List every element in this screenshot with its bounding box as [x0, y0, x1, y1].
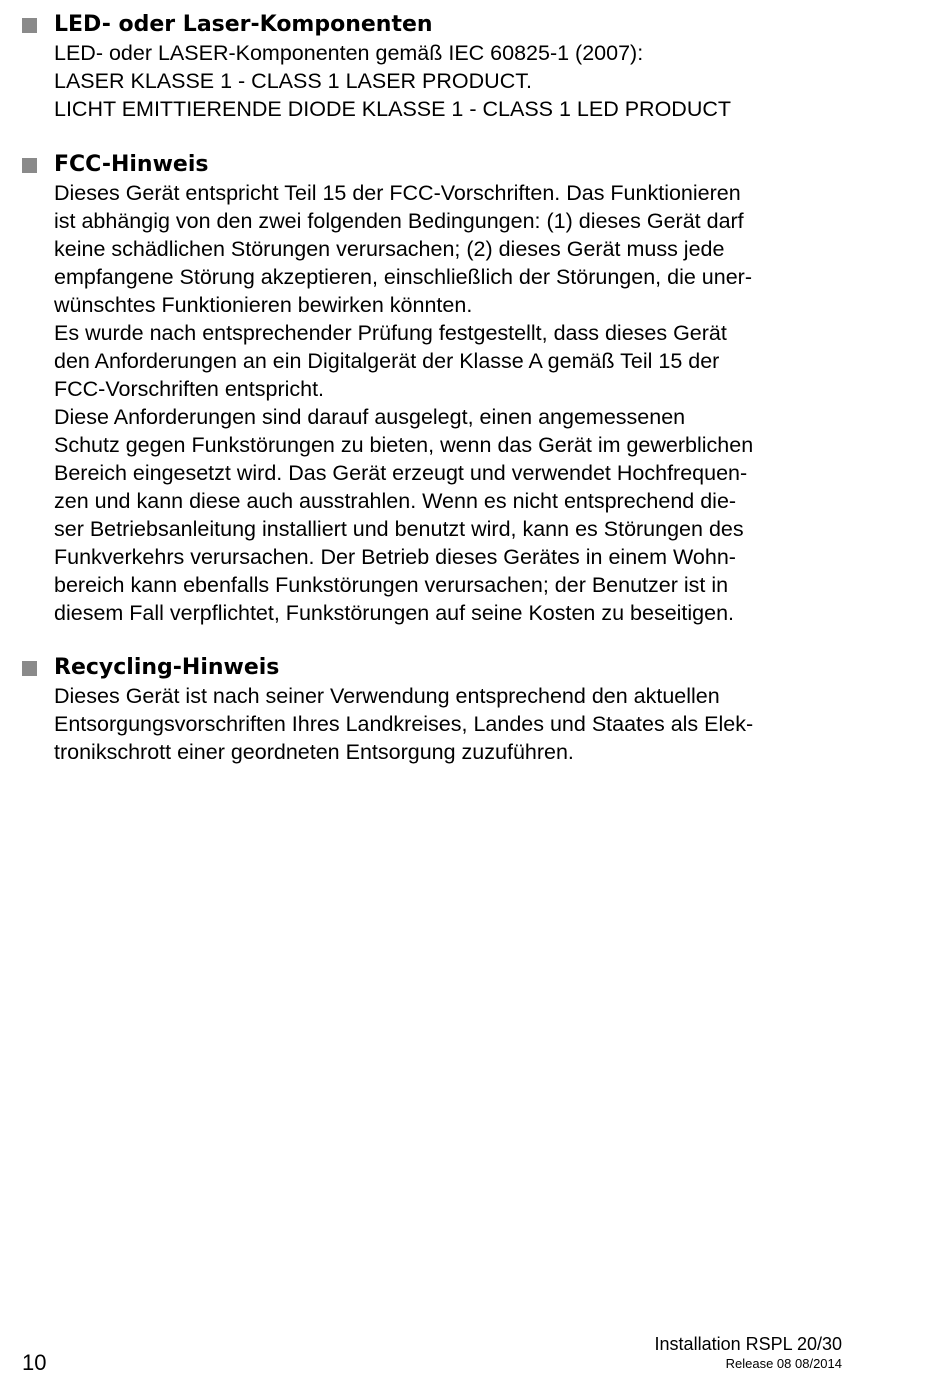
body-line: bereich kann ebenfalls Funkstörungen verursachen; der Benutzer ist in — [54, 573, 729, 597]
body-line: ser Betriebsanleitung installiert und benutzt wird, kann es Störungen des — [54, 517, 744, 541]
body-line: Funkverkehrs verursachen. Der Betrieb dieses Gerätes in einem Wohn- — [54, 545, 736, 569]
section-body — [54, 39, 852, 123]
section-header — [22, 654, 852, 682]
square-bullet-icon — [22, 661, 37, 676]
page-number: 10 — [22, 1350, 47, 1375]
document-title: Installation RSPL 20/30 — [654, 1334, 842, 1354]
body-line: Dieses Gerät ist nach seiner Verwendung entsprechend den aktuellen — [54, 684, 720, 708]
section-body — [54, 179, 852, 627]
body-line: diesem Fall verpflichtet, Funkstörungen auf seine Kosten zu beseitigen. — [54, 601, 735, 625]
section-header — [22, 151, 852, 179]
section-led-laser — [22, 11, 852, 123]
body-line: LICHT EMITTIERENDE DIODE KLASSE 1 - CLASS 1 LED PRODUCT — [54, 97, 732, 121]
section-body — [54, 682, 852, 766]
section-heading: FCC-Hinweis — [54, 152, 209, 177]
body-line: Diese Anforderungen sind darauf ausgelegt, einen angemessenen — [54, 405, 686, 429]
body-line: LED- oder LASER-Komponenten gemäß IEC 60825-1 (2007): — [54, 41, 644, 65]
body-line: empfangene Störung akzeptieren, einschließlich der Störungen, die uner- — [54, 265, 752, 289]
body-line: Dieses Gerät entspricht Teil 15 der FCC-Vorschriften. Das Funktionieren — [54, 181, 741, 205]
square-bullet-icon — [22, 18, 37, 33]
section-recycling — [22, 654, 852, 766]
section-heading: Recycling-Hinweis — [54, 655, 280, 680]
body-line: zen und kann diese auch ausstrahlen. Wenn es nicht entsprechend die- — [54, 489, 737, 513]
body-line: ist abhängig von den zwei folgenden Bedingungen: (1) dieses Gerät darf — [54, 209, 744, 233]
body-line: FCC-Vorschriften entspricht. — [54, 377, 325, 401]
body-line: Es wurde nach entsprechender Prüfung festgestellt, dass dieses Gerät — [54, 321, 727, 345]
body-line: wünschtes Funktionieren bewirken könnten. — [54, 293, 473, 317]
body-line: Schutz gegen Funkstörungen zu bieten, wenn das Gerät im gewerblichen — [54, 433, 754, 457]
section-fcc — [22, 151, 852, 627]
body-line: keine schädlichen Störungen verursachen; (2) dieses Gerät muss jede — [54, 237, 725, 261]
body-line: den Anforderungen an ein Digitalgerät der Klasse A gemäß Teil 15 der — [54, 349, 720, 373]
release-info: Release 08 08/2014 — [725, 1356, 842, 1371]
body-line: tronikschrott einer geordneten Entsorgung zuzuführen. — [54, 740, 574, 764]
body-line: Bereich eingesetzt wird. Das Gerät erzeugt und verwendet Hochfrequen- — [54, 461, 748, 485]
body-line: Entsorgungsvorschriften Ihres Landkreises, Landes und Staates als Elek- — [54, 712, 754, 736]
section-header — [22, 11, 852, 39]
square-bullet-icon — [22, 158, 37, 173]
section-heading: LED- oder Laser-Komponenten — [54, 12, 433, 37]
body-line: LASER KLASSE 1 - CLASS 1 LASER PRODUCT. — [54, 69, 532, 93]
